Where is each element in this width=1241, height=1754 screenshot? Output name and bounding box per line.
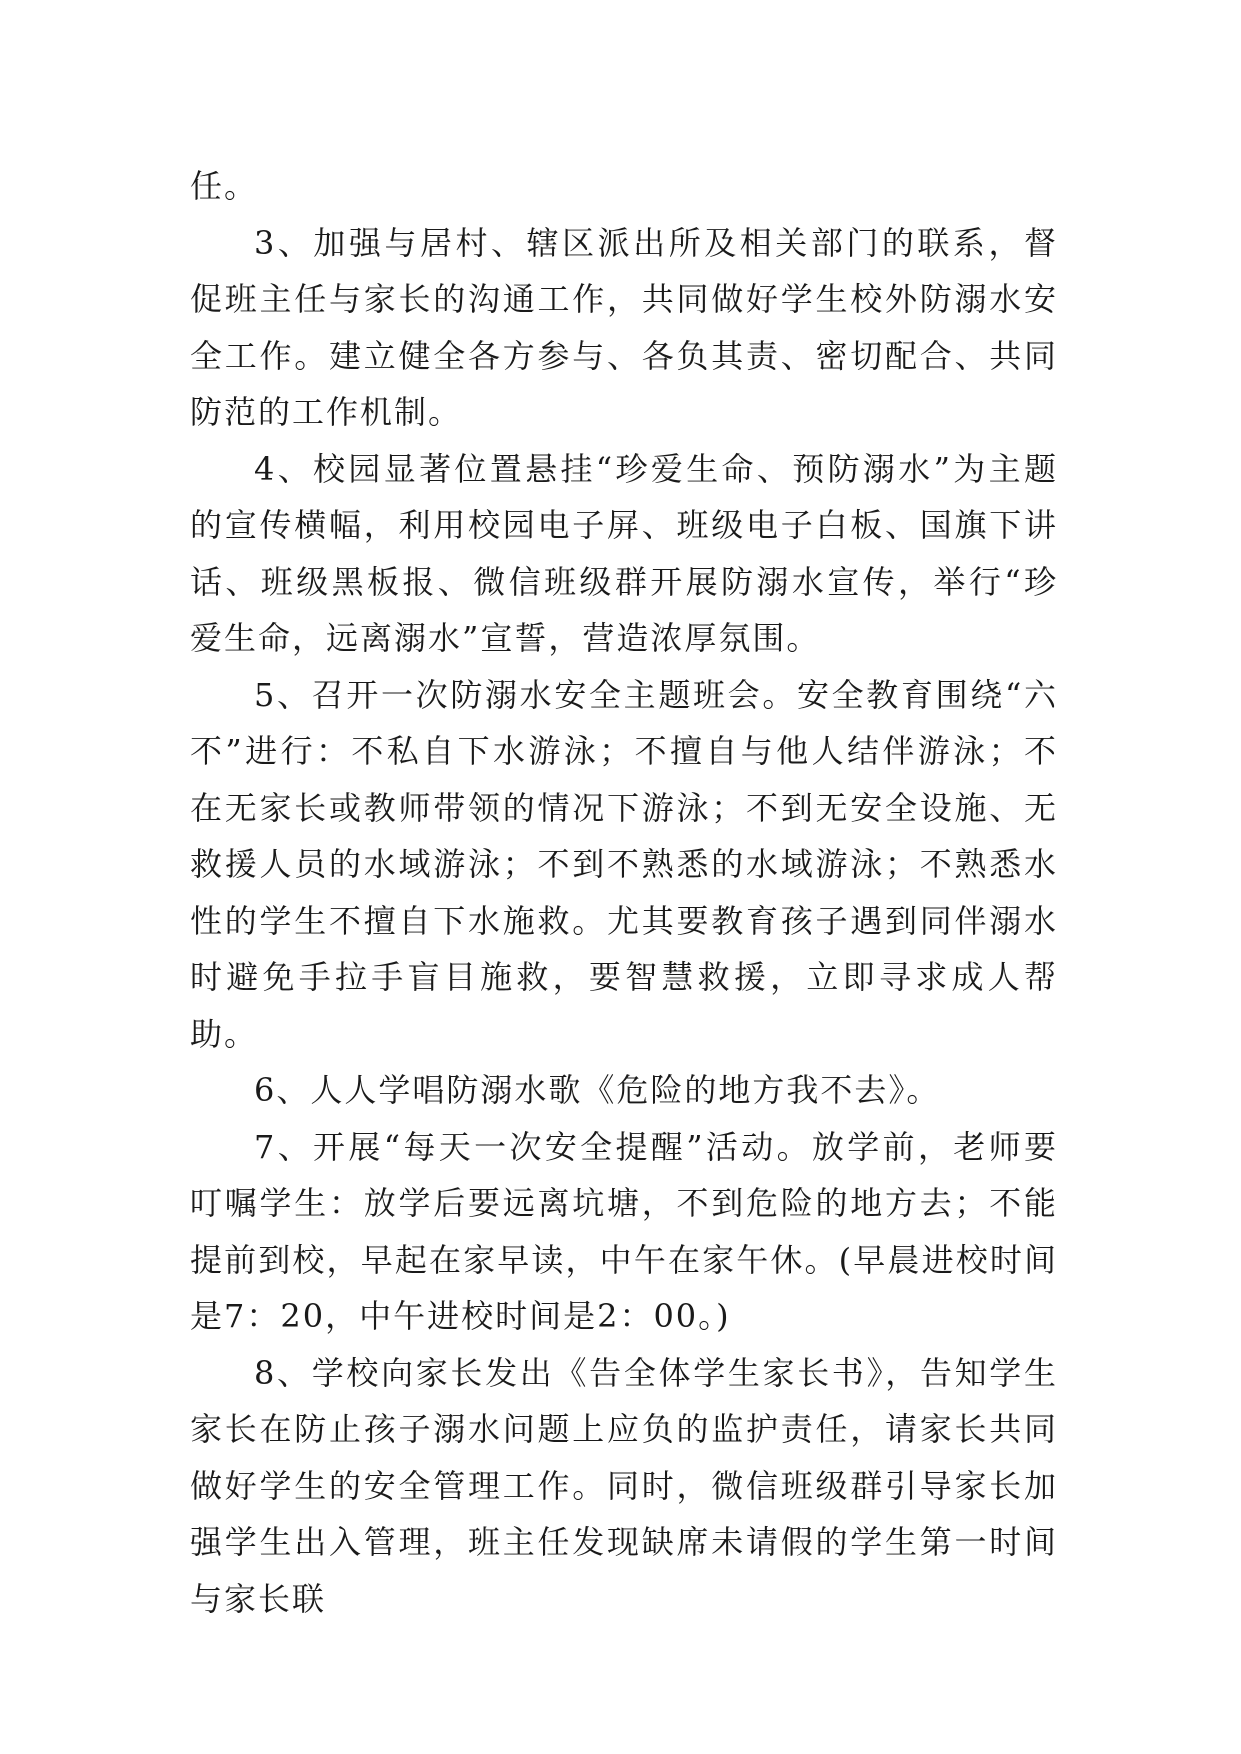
document-body xyxy=(190,158,1058,1627)
paragraph-item-6: 6、人人学唱防溺水歌《危险的地方我不去》。 xyxy=(254,1071,941,1109)
paragraph-continuation: 任。 xyxy=(190,167,259,205)
paragraph-item-3: 3、加强与居村、辖区派出所及相关部门的联系，督促班主任与家长的沟通工作，共同做好学生校外防溺水安全工作。建立健全各方参与、各负其责、密切配合、共同防范的工作机制。 xyxy=(190,223,1058,431)
paragraph-item-7: 7、开展“每天一次安全提醒”活动。放学前，老师要叮嘱学生：放学后要远离坑塘，不到危险的地方去；不能提前到校，早起在家早读，中午在家午休。(早晨进校时间是7：20，中午进校时间是2：00。) xyxy=(190,1127,1058,1335)
paragraph-item-4: 4、校园显著位置悬挂“珍爱生命、预防溺水”为主题的宣传横幅，利用校园电子屏、班级电子白板、国旗下讲话、班级黑板报、微信班级群开展防溺水宣传，举行“珍爱生命，远离溺水”宣誓，营造浓厚氛围。 xyxy=(190,449,1058,657)
paragraph-item-8: 8、学校向家长发出《告全体学生家长书》，告知学生家长在防止孩子溺水问题上应负的监护责任，请家长共同做好学生的安全管理工作。同时，微信班级群引导家长加强学生出入管理，班主任发现缺席未请假的学生第一时间与家长联 xyxy=(190,1353,1058,1618)
paragraph-item-5: 5、召开一次防溺水安全主题班会。安全教育围绕“六不”进行：不私自下水游泳；不擅自与他人结伴游泳；不在无家长或教师带领的情况下游泳；不到无安全设施、无救援人员的水域游泳；不到不熟悉的水域游泳；不熟悉水性的学生不擅自下水施救。尤其要教育孩子遇到同伴溺水时避免手拉手盲目施救，要智慧救援，立即寻求成人帮助。 xyxy=(190,675,1058,1053)
